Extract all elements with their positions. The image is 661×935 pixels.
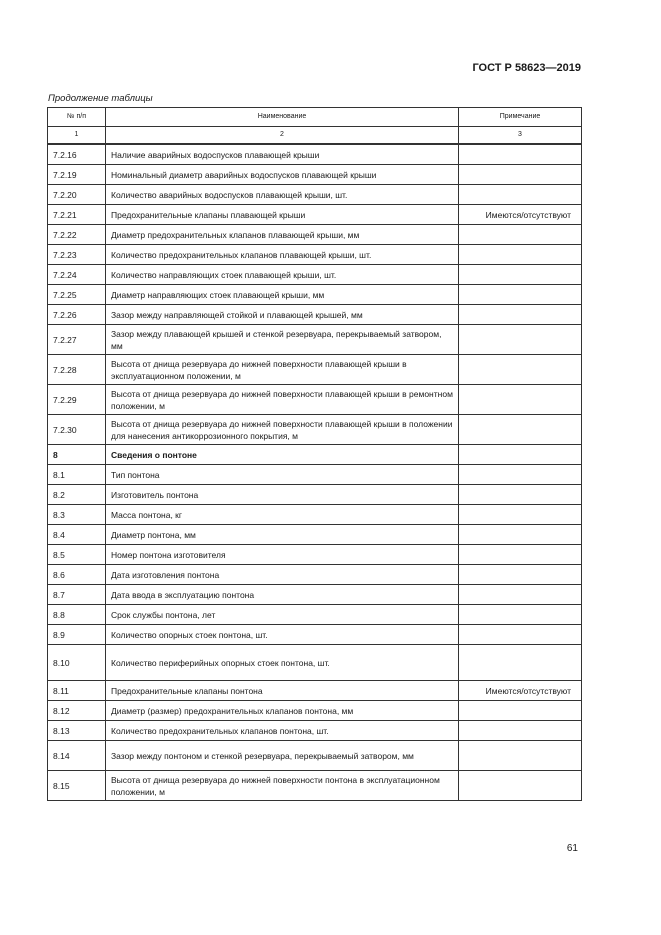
row-name: Количество периферийных опорных стоек понтона, шт.	[106, 645, 459, 681]
row-name: Дата ввода в эксплуатацию понтона	[106, 585, 459, 605]
table-row	[48, 741, 582, 771]
row-note	[459, 144, 582, 165]
table-row	[48, 185, 582, 205]
table-row	[48, 701, 582, 721]
row-number: 7.2.24	[48, 265, 106, 285]
row-name: Высота от днища резервуара до нижней поверхности понтона в эксплуатационном положении, м	[106, 771, 459, 801]
table-row	[48, 225, 582, 245]
table-row	[48, 305, 582, 325]
table-section-row	[48, 445, 582, 465]
table-row	[48, 721, 582, 741]
row-number: 7.2.22	[48, 225, 106, 245]
row-name: Количество опорных стоек понтона, шт.	[106, 625, 459, 645]
row-name: Зазор между понтоном и стенкой резервуара, перекрываемый затвором, мм	[106, 741, 459, 771]
table-row	[48, 385, 582, 415]
row-note	[459, 625, 582, 645]
section-title: Сведения о понтоне	[106, 445, 459, 465]
table-row	[48, 285, 582, 305]
column-number: 2	[106, 127, 459, 145]
row-number: 8.4	[48, 525, 106, 545]
table-row	[48, 771, 582, 801]
row-number: 8.10	[48, 645, 106, 681]
row-number: 7.2.16	[48, 144, 106, 165]
row-note	[459, 245, 582, 265]
row-name: Диаметр понтона, мм	[106, 525, 459, 545]
table-row	[48, 265, 582, 285]
row-note	[459, 485, 582, 505]
row-number: 7.2.29	[48, 385, 106, 415]
column-header-name: Наименование	[106, 108, 459, 127]
row-name: Количество предохранительных клапанов понтона, шт.	[106, 721, 459, 741]
row-name: Наличие аварийных водоспусков плавающей крыши	[106, 144, 459, 165]
row-note	[459, 285, 582, 305]
column-header-number: № п/п	[48, 108, 106, 127]
row-number: 8.8	[48, 605, 106, 625]
row-number: 8.6	[48, 565, 106, 585]
row-number: 8.13	[48, 721, 106, 741]
table-row	[48, 605, 582, 625]
row-note	[459, 265, 582, 285]
row-note	[459, 225, 582, 245]
row-number: 7.2.30	[48, 415, 106, 445]
row-note: Имеются/отсутствуют	[459, 205, 582, 225]
row-note	[459, 325, 582, 355]
row-number: 8.7	[48, 585, 106, 605]
row-note	[459, 605, 582, 625]
row-number: 7.2.27	[48, 325, 106, 355]
row-name: Срок службы понтона, лет	[106, 605, 459, 625]
table-row	[48, 525, 582, 545]
row-number: 7.2.20	[48, 185, 106, 205]
table-row	[48, 325, 582, 355]
table-row	[48, 485, 582, 505]
table-row	[48, 355, 582, 385]
row-name: Высота от днища резервуара до нижней поверхности плавающей крыши в положении для нанесения антикоррозионного покрытия, м	[106, 415, 459, 445]
row-note	[459, 721, 582, 741]
row-number: 7.2.21	[48, 205, 106, 225]
row-number: 8.15	[48, 771, 106, 801]
table-row	[48, 465, 582, 485]
row-name: Диаметр предохранительных клапанов плавающей крыши, мм	[106, 225, 459, 245]
row-name: Количество предохранительных клапанов плавающей крыши, шт.	[106, 245, 459, 265]
table-row	[48, 245, 582, 265]
row-number: 7.2.23	[48, 245, 106, 265]
section-number: 8	[48, 445, 106, 465]
table-row	[48, 565, 582, 585]
column-number-row	[48, 127, 582, 145]
row-name: Количество аварийных водоспусков плавающей крыши, шт.	[106, 185, 459, 205]
table-row	[48, 144, 582, 165]
row-number: 8.2	[48, 485, 106, 505]
table-row	[48, 545, 582, 565]
table-header-row	[48, 108, 582, 127]
table-row	[48, 165, 582, 185]
row-number: 7.2.28	[48, 355, 106, 385]
row-note	[459, 185, 582, 205]
row-note	[459, 701, 582, 721]
row-number: 8.14	[48, 741, 106, 771]
column-header-note: Примечание	[459, 108, 582, 127]
row-name: Предохранительные клапаны плавающей крыши	[106, 205, 459, 225]
row-note	[459, 465, 582, 485]
row-note	[459, 771, 582, 801]
row-note	[459, 355, 582, 385]
row-note	[459, 565, 582, 585]
row-note	[459, 545, 582, 565]
row-name: Масса понтона, кг	[106, 505, 459, 525]
row-name: Дата изготовления понтона	[106, 565, 459, 585]
table-row	[48, 645, 582, 681]
row-note	[459, 585, 582, 605]
row-note	[459, 165, 582, 185]
row-number: 8.11	[48, 681, 106, 701]
row-number: 8.5	[48, 545, 106, 565]
row-note	[459, 525, 582, 545]
row-name: Диаметр (размер) предохранительных клапанов понтона, мм	[106, 701, 459, 721]
row-name: Количество направляющих стоек плавающей крыши, шт.	[106, 265, 459, 285]
row-name: Высота от днища резервуара до нижней поверхности плавающей крыши в эксплуатационном положении, м	[106, 355, 459, 385]
row-name: Тип понтона	[106, 465, 459, 485]
row-note	[459, 505, 582, 525]
row-number: 8.12	[48, 701, 106, 721]
row-number: 7.2.19	[48, 165, 106, 185]
table-row	[48, 625, 582, 645]
row-number: 7.2.26	[48, 305, 106, 325]
row-number: 8.9	[48, 625, 106, 645]
row-name: Зазор между плавающей крышей и стенкой резервуара, перекрываемый затвором, мм	[106, 325, 459, 355]
table-row	[48, 505, 582, 525]
column-number: 3	[459, 127, 582, 145]
column-number: 1	[48, 127, 106, 145]
row-name: Изготовитель понтона	[106, 485, 459, 505]
table-row	[48, 205, 582, 225]
table-continuation-caption: Продолжение таблицы	[48, 93, 153, 104]
page-number: 61	[566, 843, 578, 854]
data-table	[47, 107, 582, 801]
row-name: Номинальный диаметр аварийных водоспусков плавающей крыши	[106, 165, 459, 185]
row-note: Имеются/отсутствуют	[459, 681, 582, 701]
row-note	[459, 385, 582, 415]
row-name: Диаметр направляющих стоек плавающей крыши, мм	[106, 285, 459, 305]
row-note	[459, 415, 582, 445]
table-row	[48, 681, 582, 701]
row-name: Номер понтона изготовителя	[106, 545, 459, 565]
row-note	[459, 741, 582, 771]
row-name: Зазор между направляющей стойкой и плавающей крышей, мм	[106, 305, 459, 325]
table-row	[48, 585, 582, 605]
row-name: Предохранительные клапаны понтона	[106, 681, 459, 701]
row-note	[459, 305, 582, 325]
row-number: 7.2.25	[48, 285, 106, 305]
row-note	[459, 445, 582, 465]
row-name: Высота от днища резервуара до нижней поверхности плавающей крыши в ремонтном положении, м	[106, 385, 459, 415]
table-row	[48, 415, 582, 445]
row-note	[459, 645, 582, 681]
row-number: 8.3	[48, 505, 106, 525]
standard-designation: ГОСТ Р 58623—2019	[472, 62, 581, 74]
row-number: 8.1	[48, 465, 106, 485]
